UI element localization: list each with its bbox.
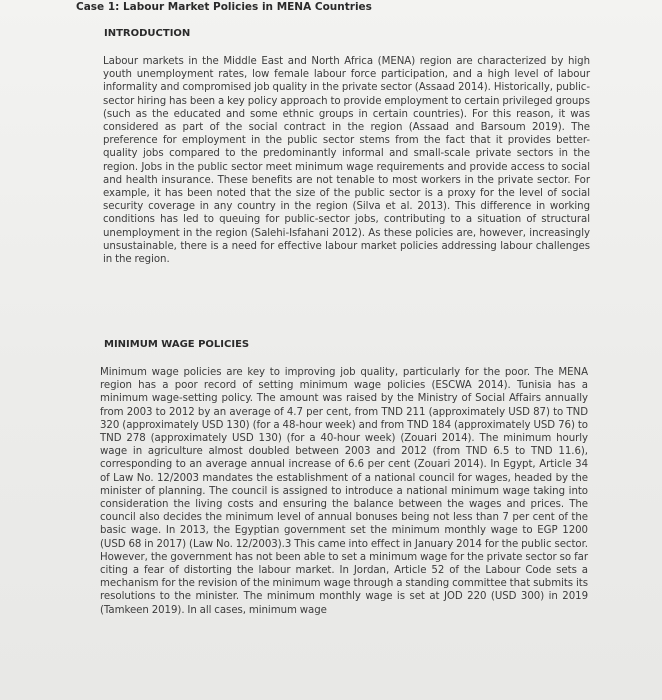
minimum-wage-heading: MINIMUM WAGE POLICIES (104, 339, 250, 350)
introduction-paragraph: Labour markets in the Middle East and North Africa (MENA) region are characterized by high youth unemployment rates, low female labour force participation, and a high level of labour informality and compromised job quality in the private sector (Assaad 2014). Historically, public-sector hiring has been a key policy approach to provide employment to certain privileged groups (such as the educated and some ethnic groups in certain countries). For this reason, it was considered as part of the social contract in the region (Assaad and Barsoum 2019). The preference for employment in the public sector stems from the fact that it provides better-quality jobs compared to the predominantly informal and small-scale private sectors in the region. Jobs in the public sector meet minimum wage requirements and provide access to social and health insurance. These benefits are not tenable to most workers in the private sector. For example, it has been noted that the size of the public sector is a proxy for the level of social security coverage in any country in the region (Silva et al. 2013). This difference in working conditions has led to queuing for public-sector jobs, contributing to a situation of structural unemployment in the region (Salehi-Isfahani 2012). As these policies are, however, increasingly unsustainable, there is a need for effective labour market policies addressing labour challenges in the region. (103, 56, 590, 266)
case-title: Case 1: Labour Market Policies in MENA Countries (76, 1, 372, 13)
introduction-heading: INTRODUCTION (104, 28, 191, 39)
minimum-wage-paragraph: Minimum wage policies are key to improving job quality, particularly for the poor. The MENA region has a poor record of setting minimum wage policies (ESCWA 2014). Tunisia has a minimum wage-setting policy. The amount was raised by the Ministry of Social Affairs annually from 2003 to 2012 by an average of 4.7 per cent, from TND 211 (approximately USD 87) to TND 320 (approximately USD 130) (for a 48-hour week) and from TND 184 (approximately USD 76) to TND 278 (approximately USD 130) (for a 40-hour week) (Zouari 2014). The minimum hourly wage in agriculture almost doubled between 2003 and 2012 (from TND 6.5 to TND 11.6), corresponding to an average annual increase of 6.6 per cent (Zouari 2014). In Egypt, Article 34 of Law No. 12/2003 mandates the establishment of a national council for wages, headed by the minister of planning. The council is assigned to introduce a national minimum wage taking into consideration the living costs and ensuring the balance between the wages and prices. The council also decides the minimum level of annual bonuses being not less than 7 per cent of the basic wage. In 2013, the Egyptian government set the minimum monthly wage to EGP 1200 (USD 68 in 2017) (Law No. 12/2003).3 This came into effect in January 2014 for the public sector. However, the government has not been able to set a minimum wage for the private sector so far citing a fear of distorting the labour market. In Jordan, Article 52 of the Labour Code sets a mechanism for the revision of the minimum wage through a standing committee that submits its resolutions to the minister. The minimum monthly wage is set at JOD 220 (USD 300) in 2019 (Tamkeen 2019). In all cases, minimum wage (100, 367, 588, 616)
